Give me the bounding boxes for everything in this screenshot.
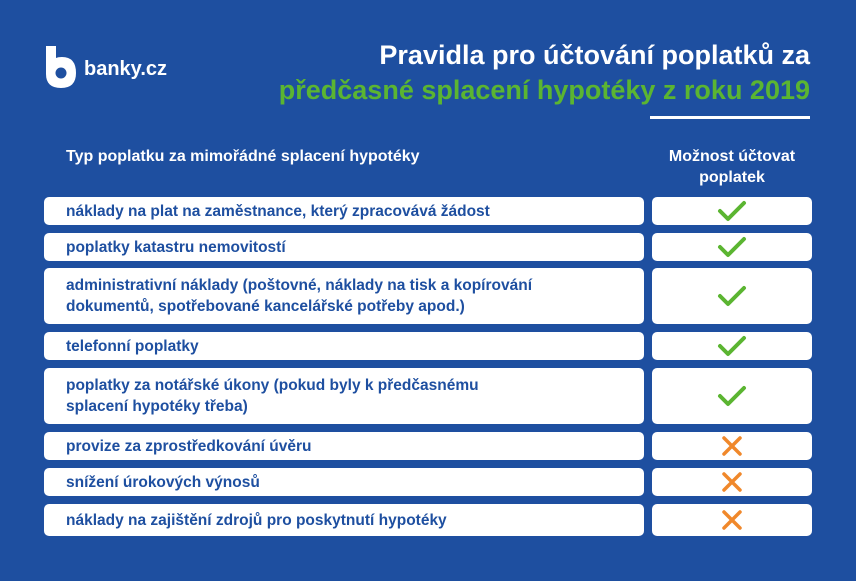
check-icon <box>717 199 747 223</box>
chargeable-cell <box>652 432 812 460</box>
chargeable-cell <box>652 233 812 261</box>
cross-icon <box>717 434 747 458</box>
table-row <box>44 432 812 460</box>
page-title <box>279 38 810 108</box>
fee-type-label: snížení úrokových výnosů <box>66 473 260 491</box>
title-underline <box>650 116 810 119</box>
fee-type-label: provize za zprostředkování úvěru <box>66 437 312 455</box>
title-line-1: Pravidla pro účtování poplatků za <box>379 40 810 70</box>
fee-type-cell <box>44 268 644 324</box>
table-row <box>44 268 812 324</box>
check-icon <box>717 334 747 358</box>
column-header-chargeable: Možnost účtovat poplatek <box>668 148 796 186</box>
cross-icon <box>717 470 747 494</box>
fee-type-cell <box>44 332 644 360</box>
table-row <box>44 197 812 225</box>
check-icon <box>717 235 747 259</box>
fee-type-label: poplatky za notářské úkony (pokud byly k předčasnému splacení hypotéky třeba) <box>66 377 479 415</box>
chargeable-cell <box>652 368 812 424</box>
table-row <box>44 468 812 496</box>
chargeable-cell <box>652 197 812 225</box>
chargeable-cell <box>652 504 812 536</box>
banky-logo-icon <box>44 44 78 90</box>
table-row <box>44 368 812 424</box>
fee-type-cell <box>44 468 644 496</box>
fee-type-cell <box>44 432 644 460</box>
fee-type-label: administrativní náklady (poštovné, náklady na tisk a kopírování dokumentů, spotřebované kancelářské potřeby apod.) <box>66 277 532 315</box>
column-header-fee-type: Typ poplatku za mimořádné splacení hypotéky <box>66 148 420 165</box>
chargeable-cell <box>652 468 812 496</box>
check-icon <box>717 384 747 408</box>
fee-type-label: poplatky katastru nemovitostí <box>66 238 286 256</box>
table-row <box>44 504 812 536</box>
brand-name: banky.cz <box>84 57 167 80</box>
fee-type-cell <box>44 233 644 261</box>
fee-type-cell <box>44 197 644 225</box>
chargeable-cell <box>652 268 812 324</box>
fee-type-label: náklady na plat na zaměstnance, který zpracovává žádost <box>66 202 490 220</box>
brand-logo <box>44 44 167 90</box>
table-row <box>44 233 812 261</box>
fee-type-label: náklady na zajištění zdrojů pro poskytnutí hypotéky <box>66 511 447 529</box>
cross-icon <box>717 508 747 532</box>
check-icon <box>717 284 747 308</box>
chargeable-cell <box>652 332 812 360</box>
fee-type-cell <box>44 368 644 424</box>
title-line-2: předčasné splacení hypotéky z roku 2019 <box>278 75 810 105</box>
fee-type-cell <box>44 504 644 536</box>
table-row <box>44 332 812 360</box>
fee-type-label: telefonní poplatky <box>66 337 199 355</box>
